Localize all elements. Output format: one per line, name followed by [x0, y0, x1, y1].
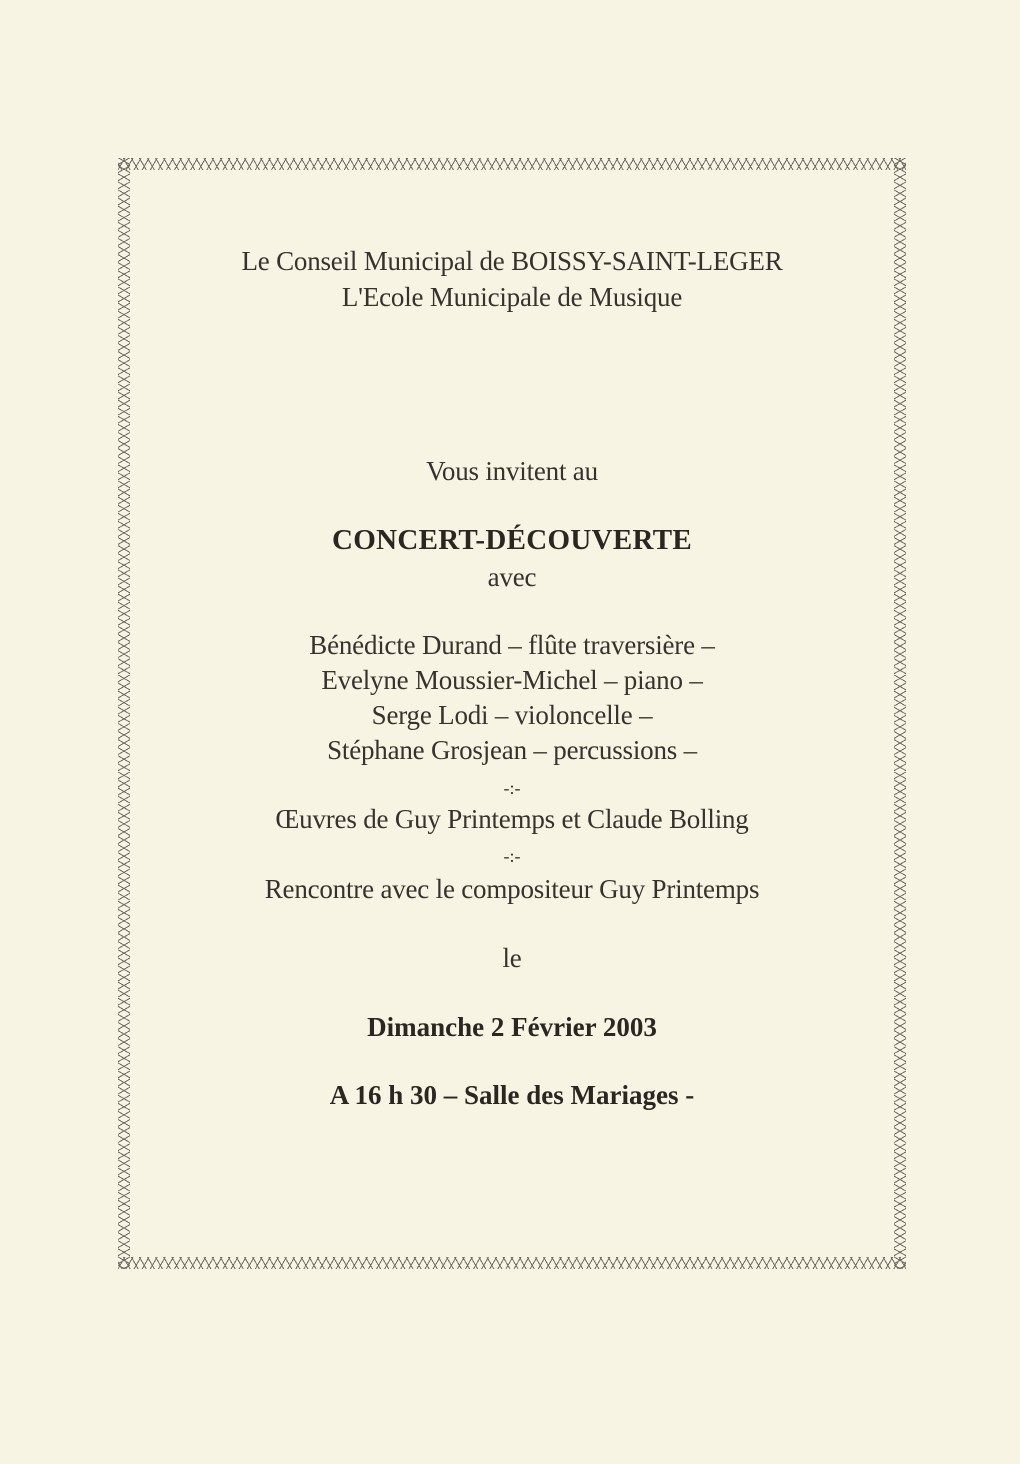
decorative-border-right	[894, 158, 906, 1269]
time-and-place: A 16 h 30 – Salle des Mariages -	[329, 1080, 695, 1110]
works-line: Œuvres de Guy Printemps et Claude Bolling	[275, 804, 749, 834]
council-line: Le Conseil Municipal de BOISSY-SAINT-LEGER	[241, 246, 783, 276]
decorative-border-left	[118, 158, 130, 1269]
le-text: le	[502, 943, 522, 973]
invite-intro: Vous invitent au	[426, 456, 598, 486]
performer-grosjean: Stéphane Grosjean – percussions –	[327, 735, 697, 765]
decorative-border-bottom	[118, 1257, 906, 1269]
meeting-line: Rencontre avec le compositeur Guy Printemps	[264, 874, 760, 904]
concert-title: CONCERT-DÉCOUVERTE	[331, 524, 692, 556]
performer-durand: Bénédicte Durand – flûte traversière –	[309, 630, 715, 660]
decorative-border-top	[118, 158, 906, 170]
with-text: avec	[487, 562, 537, 592]
performer-moussier-michel: Evelyne Moussier-Michel – piano –	[321, 665, 703, 695]
school-line: L'Ecole Municipale de Musique	[341, 282, 683, 312]
separator-1: -:-	[503, 778, 521, 798]
separator-2: -:-	[503, 846, 521, 866]
performer-lodi: Serge Lodi – violoncelle –	[371, 700, 653, 730]
concert-date: Dimanche 2 Février 2003	[367, 1012, 657, 1042]
